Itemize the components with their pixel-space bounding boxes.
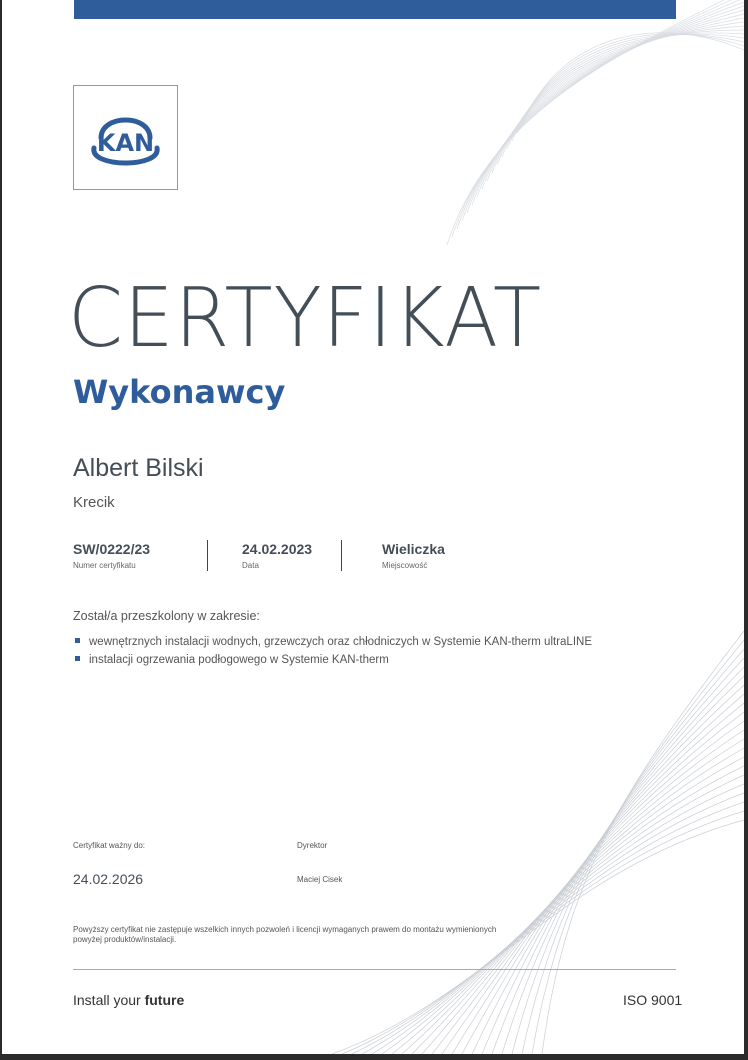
certificate-title: CERTYFIKAT [68, 271, 543, 366]
training-intro: Został/a przeszkolony w zakresie: [73, 609, 260, 623]
certificate-date-label: Data [242, 561, 259, 570]
recipient-company: Krecik [73, 494, 115, 511]
certificate-place-label: Miejscowość [382, 561, 428, 570]
validity-label: Certyfikat ważny do: [73, 841, 146, 850]
certificate-date-value: 24.02.2023 [242, 541, 313, 557]
director-name: Maciej Cisek [297, 875, 343, 884]
divider [341, 540, 342, 571]
training-list [75, 633, 592, 669]
slogan-bold: future [144, 992, 185, 1008]
certificate-place [382, 542, 445, 570]
certificate-number-value: SW/0222/23 [73, 541, 151, 557]
certificate-place-value: Wieliczka [382, 541, 445, 557]
logo-text: KAN [96, 129, 155, 157]
slogan-prefix: Install your [73, 992, 141, 1008]
certificate-page [2, 0, 744, 1054]
divider [207, 540, 208, 571]
disclaimer-text: Powyższy certyfikat nie zastępuje wszelkich innych pozwoleń i licencji wymaganych prawem do montażu wymienionych powyżej produktów/instalacji. [73, 925, 497, 944]
director-label: Dyrektor [297, 841, 328, 850]
top-accent-bar [74, 0, 676, 19]
training-item: wewnętrznych instalacji wodnych, grzewczych oraz chłodniczych w Systemie KAN-therm ultraLINE [75, 633, 592, 651]
training-item: instalacji ogrzewania podłogowego w Systemie KAN-therm [75, 651, 592, 669]
kan-logo [73, 85, 178, 190]
footer-slogan [73, 993, 184, 1007]
certificate-date [242, 542, 312, 570]
certificate-number [73, 542, 150, 570]
recipient-name: Albert Bilski [73, 454, 204, 482]
validity-date: 24.02.2026 [73, 871, 144, 887]
iso-badge: ISO 9001 [623, 992, 683, 1008]
certificate-subtitle: Wykonawcy [73, 373, 286, 411]
footer-rule [73, 969, 676, 970]
certificate-number-label: Numer certyfikatu [73, 561, 136, 570]
